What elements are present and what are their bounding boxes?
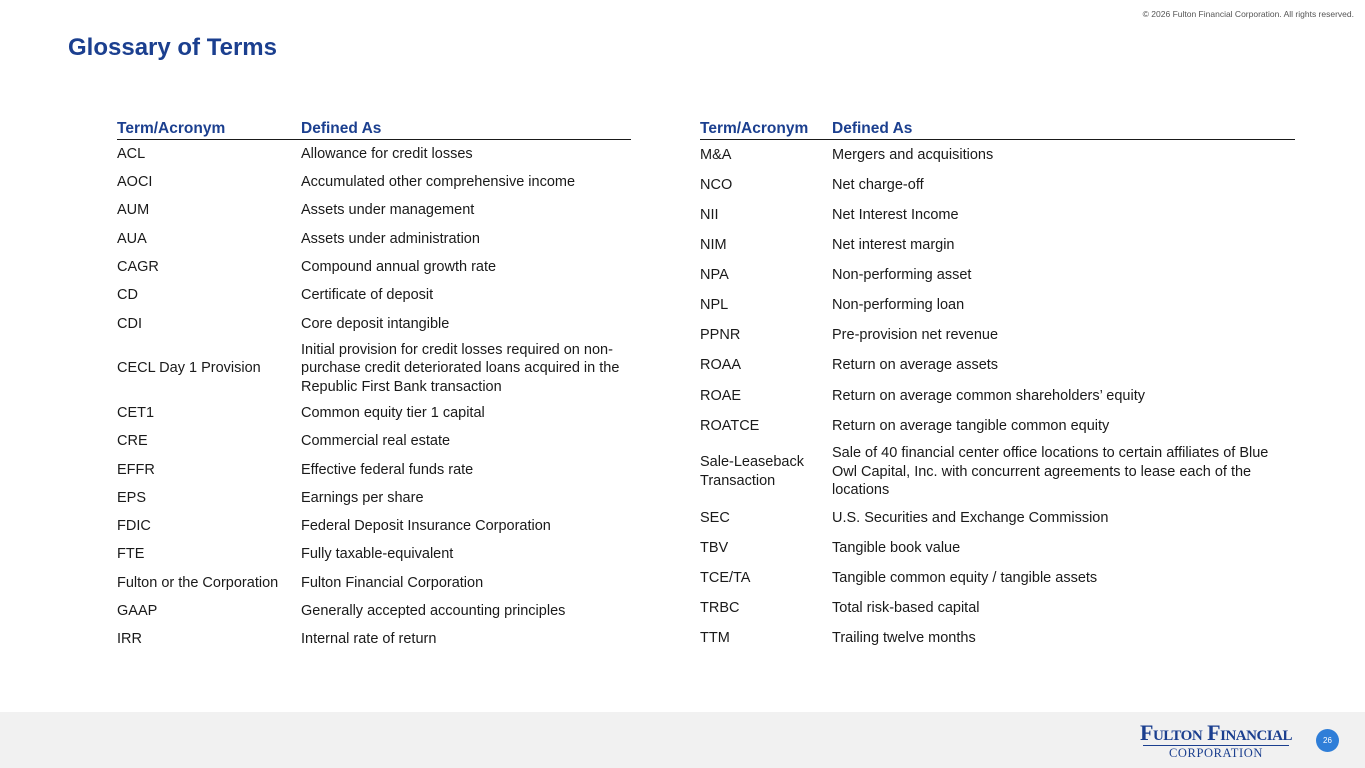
table-row xyxy=(700,290,1295,320)
table-row xyxy=(700,623,1295,653)
table-row xyxy=(700,441,1295,503)
definition-cell: Non-performing loan xyxy=(832,297,965,314)
definition-cell: Core deposit intangible xyxy=(301,315,450,332)
definition-cell: Pre-provision net revenue xyxy=(832,327,999,344)
definition-cell: Assets under administration xyxy=(301,230,480,247)
table-row xyxy=(700,170,1295,200)
table-row xyxy=(700,381,1295,411)
term-cell: ROATCE xyxy=(700,417,760,434)
table-row xyxy=(700,260,1295,290)
definition-cell: Fulton Financial Corporation xyxy=(301,574,484,591)
column-header-definition: Defined As xyxy=(832,112,1295,140)
term-cell: FDIC xyxy=(117,518,151,535)
footer-bar xyxy=(0,712,1365,768)
definition-cell: Trailing twelve months xyxy=(832,630,976,647)
copyright-notice: © 2026 Fulton Financial Corporation. All rights reserved. xyxy=(1142,9,1354,19)
page-number-badge: 26 xyxy=(1316,729,1339,752)
term-cell: TTM xyxy=(700,630,730,647)
column-header-term: Term/Acronym xyxy=(700,112,832,140)
definition-cell: Accumulated other comprehensive income xyxy=(301,174,576,191)
table-header-row xyxy=(117,114,631,140)
table-row xyxy=(117,512,631,540)
term-cell: Sale-Leaseback Transaction xyxy=(700,454,804,489)
table-row xyxy=(700,593,1295,623)
table-row xyxy=(117,168,631,196)
definition-cell: Net interest margin xyxy=(832,237,955,254)
table-row xyxy=(700,351,1295,381)
term-cell: NII xyxy=(700,206,719,223)
table-row xyxy=(117,427,631,455)
page-title: Glossary of Terms xyxy=(68,34,277,61)
table-row xyxy=(117,597,631,625)
term-cell: AOCI xyxy=(117,174,153,191)
term-cell: GAAP xyxy=(117,603,158,620)
table-row xyxy=(700,563,1295,593)
table-row xyxy=(700,200,1295,230)
table-row xyxy=(117,338,631,399)
term-cell: PPNR xyxy=(700,327,741,344)
table-row xyxy=(700,411,1295,441)
definition-cell: Commercial real estate xyxy=(301,433,451,450)
term-cell: ROAA xyxy=(700,357,742,374)
table-row xyxy=(117,484,631,512)
term-cell: TRBC xyxy=(700,600,740,617)
table-row xyxy=(700,321,1295,351)
definition-cell: Return on average common shareholders’ equity xyxy=(832,387,1145,404)
glossary-table-left xyxy=(117,114,631,654)
definition-cell: Tangible book value xyxy=(832,539,961,556)
term-cell: NPA xyxy=(700,267,729,284)
term-cell: AUM xyxy=(117,202,150,219)
definition-cell: Return on average assets xyxy=(832,357,999,374)
term-cell: TBV xyxy=(700,539,729,556)
table-row xyxy=(700,533,1295,563)
table-row xyxy=(700,140,1295,171)
table-row xyxy=(117,399,631,427)
table-row xyxy=(117,281,631,309)
definition-cell: Allowance for credit losses xyxy=(301,145,473,162)
definition-cell: Return on average tangible common equity xyxy=(832,417,1110,434)
definition-cell: Initial provision for credit losses required on non-purchase credit deteriorated loans acquired in the Republic First Bank transaction xyxy=(301,341,620,395)
table-row xyxy=(117,541,631,569)
definition-cell: Fully taxable-equivalent xyxy=(301,546,454,563)
definition-cell: Sale of 40 financial center office locations to certain affiliates of Blue Owl Capital, Inc. with concurrent agreements to lease each of the locations xyxy=(832,445,1269,499)
column-header-term: Term/Acronym xyxy=(117,114,301,140)
term-cell: NPL xyxy=(700,297,729,314)
term-cell: Fulton or the Corporation xyxy=(117,574,279,591)
term-cell: CD xyxy=(117,287,138,304)
definition-cell: Compound annual growth rate xyxy=(301,259,497,276)
definition-cell: Certificate of deposit xyxy=(301,287,434,304)
term-cell: CAGR xyxy=(117,259,159,276)
term-cell: ACL xyxy=(117,145,146,162)
logo-subtitle: CORPORATION xyxy=(1168,746,1264,760)
column-header-definition: Defined As xyxy=(301,114,631,140)
glossary-table-right xyxy=(700,112,1295,653)
table-row xyxy=(117,456,631,484)
definition-cell: Assets under management xyxy=(301,202,475,219)
definition-cell: Generally accepted accounting principles xyxy=(301,603,566,620)
term-cell: NCO xyxy=(700,176,733,193)
definition-cell: Federal Deposit Insurance Corporation xyxy=(301,518,551,535)
table-row xyxy=(117,310,631,338)
definition-cell: U.S. Securities and Exchange Commission xyxy=(832,509,1109,526)
definition-cell: Net charge-off xyxy=(832,176,924,193)
definition-cell: Mergers and acquisitions xyxy=(832,146,994,163)
term-cell: CECL Day 1 Provision xyxy=(117,360,261,377)
logo-wordmark: Fulton Financial xyxy=(1140,720,1292,745)
definition-cell: Net Interest Income xyxy=(832,206,959,223)
table-row xyxy=(117,140,631,169)
definition-cell: Earnings per share xyxy=(301,489,424,506)
definition-cell: Common equity tier 1 capital xyxy=(301,404,485,421)
term-cell: ROAE xyxy=(700,387,742,404)
definition-cell: Total risk-based capital xyxy=(832,600,980,617)
table-row xyxy=(117,197,631,225)
definition-cell: Tangible common equity / tangible assets xyxy=(832,569,1098,586)
term-cell: TCE/TA xyxy=(700,569,751,586)
term-cell: M&A xyxy=(700,146,732,163)
table-row xyxy=(117,625,631,653)
term-cell: IRR xyxy=(117,631,142,648)
table-row xyxy=(117,569,631,597)
term-cell: SEC xyxy=(700,509,730,526)
term-cell: FTE xyxy=(117,546,145,563)
definition-cell: Non-performing asset xyxy=(832,267,972,284)
definition-cell: Internal rate of return xyxy=(301,631,437,648)
term-cell: NIM xyxy=(700,237,727,254)
term-cell: EFFR xyxy=(117,461,155,478)
term-cell: CRE xyxy=(117,433,148,450)
term-cell: CDI xyxy=(117,315,142,332)
table-header-row xyxy=(700,112,1295,140)
table-row xyxy=(700,230,1295,260)
table-row xyxy=(117,253,631,281)
table-row xyxy=(700,503,1295,533)
table-row xyxy=(117,225,631,253)
term-cell: CET1 xyxy=(117,404,155,421)
definition-cell: Effective federal funds rate xyxy=(301,461,474,478)
term-cell: EPS xyxy=(117,489,147,506)
term-cell: AUA xyxy=(117,230,147,247)
company-logo xyxy=(1133,721,1299,760)
